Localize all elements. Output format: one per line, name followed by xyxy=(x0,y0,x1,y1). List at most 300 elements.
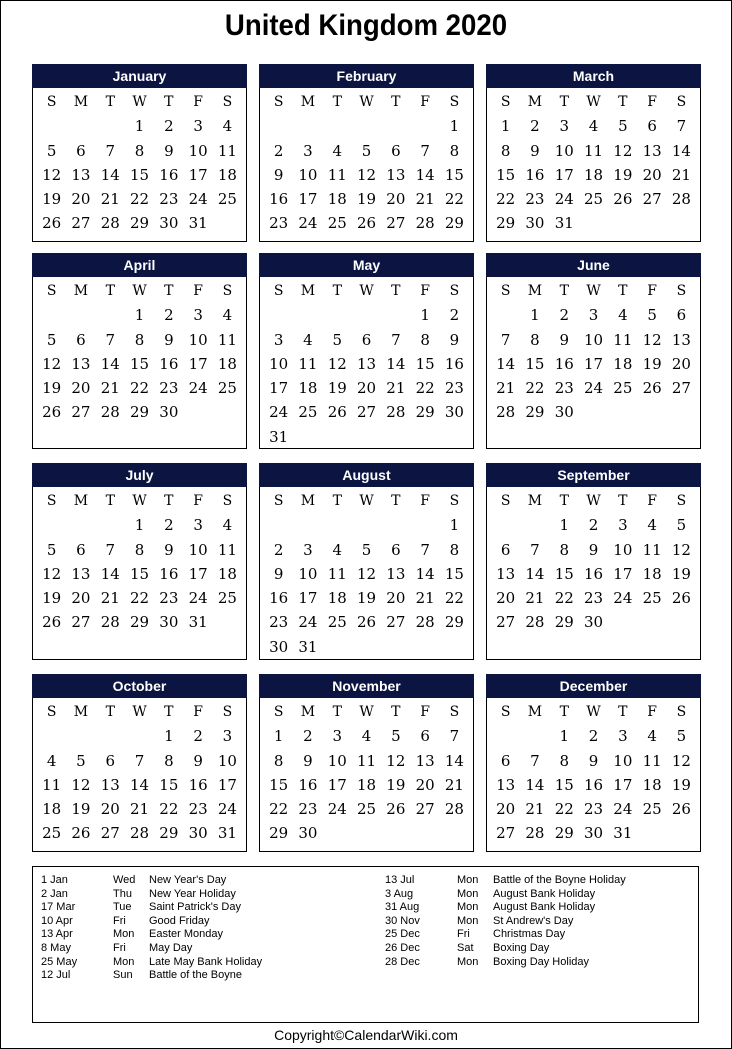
weekday-label: S xyxy=(676,493,687,509)
empty-day xyxy=(520,724,549,748)
day-cell: 18 xyxy=(217,354,237,373)
weekday-label: S xyxy=(46,493,57,509)
empty-day xyxy=(66,513,95,537)
day-cell: 26 xyxy=(671,589,691,608)
day-cell: 5 xyxy=(361,141,372,160)
day-cell: 1 xyxy=(559,727,570,746)
day-cell: 26 xyxy=(356,214,377,233)
day-cell: 20 xyxy=(356,379,377,398)
day-cell: 15 xyxy=(554,775,574,794)
day-cell: 28 xyxy=(415,214,435,233)
day-cell: 5 xyxy=(46,330,57,349)
day-cell: 19 xyxy=(386,775,406,794)
holiday-date: 13 Apr xyxy=(41,928,73,941)
empty-day xyxy=(410,114,439,138)
day-cell: 16 xyxy=(554,354,574,373)
day-cell: 21 xyxy=(100,190,120,209)
day-cell: 16 xyxy=(444,354,464,373)
copyright-text: Copyright©CalendarWiki.com xyxy=(274,1027,458,1043)
day-cell: 15 xyxy=(269,775,289,794)
weekday-label: T xyxy=(164,94,174,110)
month-header: November xyxy=(259,674,474,698)
page-title: United Kingdom 2020 xyxy=(224,9,508,42)
day-cell: 18 xyxy=(42,800,62,819)
day-cell: 8 xyxy=(449,141,460,160)
holiday-name: St Andrew's Day xyxy=(493,914,574,927)
day-cell: 15 xyxy=(444,564,464,583)
weekday-label: T xyxy=(391,704,401,720)
day-cell: 18 xyxy=(583,165,604,184)
day-cell: 26 xyxy=(613,190,633,209)
day-cell: 6 xyxy=(500,540,511,559)
day-cell: 22 xyxy=(525,379,545,398)
day-cell: 8 xyxy=(134,540,145,559)
holiday-weekday: Mon xyxy=(457,955,479,968)
day-cell: 2 xyxy=(273,540,284,559)
empty-day xyxy=(96,114,125,138)
empty-day xyxy=(264,513,293,537)
day-cell: 1 xyxy=(164,727,174,746)
day-cell: 15 xyxy=(554,564,574,583)
weekday-label: T xyxy=(618,493,628,509)
day-cell: 29 xyxy=(129,214,150,233)
weekday-label: M xyxy=(73,704,89,720)
day-cell: 13 xyxy=(642,141,662,160)
weekday-label: W xyxy=(586,704,601,720)
day-cell: 13 xyxy=(496,564,516,583)
holiday-date: 8 May xyxy=(41,941,71,954)
holiday-list xyxy=(32,866,699,1023)
day-cell: 19 xyxy=(642,354,662,373)
weekday-label: S xyxy=(273,493,284,509)
holiday-name: August Bank Holiday xyxy=(493,901,596,914)
day-cell: 6 xyxy=(391,141,401,160)
day-cell: 6 xyxy=(76,540,86,559)
day-cell: 14 xyxy=(100,354,120,373)
day-grid xyxy=(37,700,246,846)
day-cell: 30 xyxy=(159,214,179,233)
day-cell: 7 xyxy=(449,727,460,746)
month-header: August xyxy=(259,463,474,487)
weekday-label: S xyxy=(46,283,57,299)
weekday-label: T xyxy=(559,94,569,110)
holiday-name: August Bank Holiday xyxy=(493,887,596,900)
day-cell: 11 xyxy=(42,775,62,794)
holiday-weekday: Mon xyxy=(457,874,479,886)
day-cell: 27 xyxy=(71,613,91,632)
day-cell: 1 xyxy=(134,117,145,136)
day-cell: 10 xyxy=(613,751,633,770)
weekday-label: S xyxy=(273,704,284,720)
holiday-row xyxy=(385,915,695,929)
day-grid xyxy=(264,489,473,659)
empty-day xyxy=(323,114,352,138)
month-header: June xyxy=(486,253,701,277)
month-february xyxy=(259,64,474,242)
day-grid xyxy=(264,279,473,449)
day-cell: 24 xyxy=(327,800,347,819)
day-cell: 13 xyxy=(415,751,435,770)
day-cell: 7 xyxy=(420,141,430,160)
weekday-label: T xyxy=(391,283,401,299)
day-cell: 11 xyxy=(583,141,604,160)
day-cell: 16 xyxy=(269,190,289,209)
day-cell: 2 xyxy=(559,306,570,325)
day-cell: 23 xyxy=(583,800,604,819)
day-grid xyxy=(491,279,700,425)
day-cell: 25 xyxy=(583,190,604,209)
month-header: April xyxy=(32,253,247,277)
day-cell: 9 xyxy=(273,165,284,184)
holiday-weekday: Mon xyxy=(113,955,135,968)
weekday-label: T xyxy=(618,704,628,720)
day-cell: 25 xyxy=(217,589,237,608)
day-cell: 1 xyxy=(273,727,284,746)
weekday-label: S xyxy=(449,493,460,509)
day-cell: 4 xyxy=(361,727,372,746)
holiday-weekday: Wed xyxy=(113,874,136,886)
day-cell: 9 xyxy=(193,751,203,770)
month-november xyxy=(259,674,474,852)
day-cell: 20 xyxy=(386,589,406,608)
month-header: September xyxy=(486,463,701,487)
day-cell: 15 xyxy=(129,564,150,583)
day-cell: 10 xyxy=(188,330,208,349)
holiday-date: 17 Mar xyxy=(41,901,76,914)
day-cell: 1 xyxy=(449,117,460,136)
holiday-name: Good Friday xyxy=(149,914,210,927)
day-cell: 29 xyxy=(525,403,545,422)
day-cell: 15 xyxy=(444,165,464,184)
day-cell: 26 xyxy=(71,824,91,843)
weekday-label: W xyxy=(132,493,147,509)
day-cell: 25 xyxy=(327,214,347,233)
day-cell: 27 xyxy=(100,824,120,843)
empty-day xyxy=(125,724,154,748)
day-cell: 10 xyxy=(327,751,347,770)
weekday-label: M xyxy=(73,283,89,299)
month-header: March xyxy=(486,64,701,88)
day-cell: 22 xyxy=(269,800,289,819)
day-cell: 28 xyxy=(100,613,120,632)
day-cell: 14 xyxy=(671,141,691,160)
day-cell: 1 xyxy=(559,516,570,535)
weekday-label: F xyxy=(647,94,657,110)
day-cell: 10 xyxy=(188,540,208,559)
day-cell: 26 xyxy=(42,403,62,422)
weekday-label: F xyxy=(647,704,657,720)
day-cell: 11 xyxy=(642,540,662,559)
day-cell: 12 xyxy=(671,540,691,559)
weekday-label: T xyxy=(332,704,342,720)
day-cell: 6 xyxy=(391,540,401,559)
weekday-label: S xyxy=(500,493,511,509)
holiday-weekday: Thu xyxy=(113,887,132,900)
day-cell: 29 xyxy=(159,824,179,843)
day-grid xyxy=(491,90,700,236)
day-cell: 10 xyxy=(217,751,237,770)
day-cell: 10 xyxy=(554,141,574,160)
holiday-name: Boxing Day xyxy=(493,941,550,954)
day-cell: 17 xyxy=(583,354,604,373)
empty-day xyxy=(381,303,410,327)
day-cell: 19 xyxy=(356,589,377,608)
weekday-label: W xyxy=(132,283,147,299)
day-cell: 4 xyxy=(618,306,628,325)
day-cell: 13 xyxy=(100,775,120,794)
day-cell: 21 xyxy=(525,800,545,819)
day-cell: 26 xyxy=(42,214,62,233)
weekday-label: T xyxy=(559,493,569,509)
month-header: January xyxy=(32,64,247,88)
weekday-label: F xyxy=(647,493,657,509)
day-cell: 16 xyxy=(298,775,318,794)
empty-day xyxy=(96,303,125,327)
holiday-weekday: Mon xyxy=(113,928,135,941)
day-cell: 28 xyxy=(525,613,545,632)
day-cell: 23 xyxy=(269,214,289,233)
month-october xyxy=(32,674,247,852)
day-cell: 19 xyxy=(671,775,691,794)
day-cell: 3 xyxy=(303,540,313,559)
day-cell: 16 xyxy=(159,165,179,184)
weekday-label: S xyxy=(676,283,687,299)
day-cell: 27 xyxy=(496,824,516,843)
empty-day xyxy=(293,513,322,537)
day-cell: 24 xyxy=(583,379,604,398)
month-march xyxy=(486,64,701,242)
holiday-row xyxy=(41,956,371,970)
weekday-label: T xyxy=(105,283,115,299)
holiday-weekday: Tue xyxy=(113,901,132,914)
weekday-label: T xyxy=(164,704,174,720)
day-cell: 23 xyxy=(159,379,179,398)
day-cell: 11 xyxy=(642,751,662,770)
day-grid xyxy=(264,90,473,236)
holiday-name: New Year Holiday xyxy=(149,887,236,900)
day-cell: 5 xyxy=(361,540,372,559)
day-cell: 9 xyxy=(588,751,599,770)
day-cell: 27 xyxy=(71,403,91,422)
day-cell: 9 xyxy=(588,540,599,559)
day-cell: 1 xyxy=(134,516,145,535)
holiday-weekday: Mon xyxy=(457,914,479,927)
day-cell: 11 xyxy=(217,141,237,160)
day-cell: 4 xyxy=(332,141,343,160)
day-cell: 16 xyxy=(159,564,179,583)
day-cell: 17 xyxy=(269,379,289,398)
day-cell: 11 xyxy=(217,540,237,559)
day-cell: 31 xyxy=(298,637,318,656)
empty-day xyxy=(491,303,520,327)
day-cell: 29 xyxy=(444,214,464,233)
day-cell: 30 xyxy=(525,214,545,233)
day-cell: 11 xyxy=(217,330,237,349)
day-cell: 17 xyxy=(298,589,318,608)
day-cell: 20 xyxy=(71,190,91,209)
weekday-label: T xyxy=(164,283,174,299)
day-cell: 3 xyxy=(303,141,313,160)
day-cell: 10 xyxy=(298,165,318,184)
day-cell: 18 xyxy=(298,379,318,398)
day-cell: 19 xyxy=(71,800,91,819)
day-cell: 26 xyxy=(642,379,662,398)
day-cell: 31 xyxy=(188,214,208,233)
weekday-label: T xyxy=(618,283,628,299)
day-cell: 14 xyxy=(496,354,516,373)
weekday-label: S xyxy=(500,94,511,110)
weekday-label: W xyxy=(586,283,601,299)
day-cell: 25 xyxy=(613,379,633,398)
day-cell: 28 xyxy=(496,403,516,422)
weekday-label: M xyxy=(300,94,316,110)
holiday-weekday: Sat xyxy=(457,941,474,954)
day-cell: 22 xyxy=(159,800,179,819)
weekday-label: M xyxy=(527,94,543,110)
day-cell: 7 xyxy=(391,330,401,349)
holiday-weekday: Sun xyxy=(113,969,133,982)
day-cell: 20 xyxy=(496,800,516,819)
day-cell: 29 xyxy=(129,403,150,422)
holiday-row xyxy=(385,942,695,956)
day-cell: 29 xyxy=(129,613,150,632)
day-cell: 5 xyxy=(647,306,657,325)
day-cell: 22 xyxy=(415,379,435,398)
month-january xyxy=(32,64,247,242)
day-cell: 16 xyxy=(159,354,179,373)
day-cell: 5 xyxy=(46,141,57,160)
day-cell: 17 xyxy=(298,190,318,209)
day-cell: 17 xyxy=(188,165,208,184)
day-cell: 14 xyxy=(415,564,435,583)
weekday-label: T xyxy=(559,283,569,299)
month-september xyxy=(486,463,701,660)
weekday-label: T xyxy=(105,94,115,110)
day-cell: 9 xyxy=(273,564,284,583)
holiday-name: Christmas Day xyxy=(493,928,566,941)
day-cell: 23 xyxy=(554,379,574,398)
empty-day xyxy=(264,114,293,138)
weekday-label: M xyxy=(527,704,543,720)
day-cell: 27 xyxy=(415,800,435,819)
day-cell: 16 xyxy=(188,775,208,794)
day-cell: 11 xyxy=(298,354,318,373)
day-cell: 24 xyxy=(188,379,208,398)
day-cell: 15 xyxy=(159,775,179,794)
weekday-label: F xyxy=(193,704,203,720)
day-cell: 4 xyxy=(588,117,599,136)
day-grid xyxy=(264,700,473,846)
empty-day xyxy=(491,513,520,537)
day-cell: 13 xyxy=(496,775,516,794)
day-cell: 2 xyxy=(449,306,460,325)
empty-day xyxy=(381,114,410,138)
weekday-label: F xyxy=(193,283,203,299)
day-cell: 30 xyxy=(444,403,464,422)
weekday-label: F xyxy=(420,704,430,720)
day-cell: 15 xyxy=(496,165,516,184)
day-cell: 3 xyxy=(559,117,570,136)
day-cell: 2 xyxy=(588,727,599,746)
day-cell: 19 xyxy=(613,165,633,184)
day-cell: 28 xyxy=(100,403,120,422)
empty-day xyxy=(37,114,66,138)
day-cell: 1 xyxy=(449,516,460,535)
day-cell: 17 xyxy=(613,775,633,794)
day-cell: 4 xyxy=(303,330,313,349)
weekday-label: W xyxy=(586,493,601,509)
day-cell: 6 xyxy=(361,330,372,349)
day-cell: 12 xyxy=(42,564,62,583)
day-cell: 26 xyxy=(327,403,347,422)
day-cell: 20 xyxy=(415,775,435,794)
holiday-weekday: Mon xyxy=(457,901,479,914)
day-cell: 7 xyxy=(105,540,116,559)
day-cell: 1 xyxy=(420,306,430,325)
day-cell: 28 xyxy=(671,190,691,209)
day-cell: 3 xyxy=(618,516,628,535)
day-cell: 3 xyxy=(193,306,203,325)
day-cell: 19 xyxy=(671,564,691,583)
day-cell: 24 xyxy=(554,190,574,209)
day-cell: 6 xyxy=(647,117,657,136)
holiday-name: Saint Patrick's Day xyxy=(149,901,241,914)
day-cell: 1 xyxy=(530,306,540,325)
day-cell: 4 xyxy=(222,306,233,325)
day-cell: 7 xyxy=(134,751,145,770)
weekday-label: M xyxy=(73,493,89,509)
weekday-label: F xyxy=(420,493,430,509)
holiday-weekday: Fri xyxy=(113,914,126,927)
day-cell: 3 xyxy=(222,727,233,746)
day-cell: 8 xyxy=(164,751,174,770)
day-cell: 10 xyxy=(188,141,208,160)
day-cell: 14 xyxy=(129,775,150,794)
day-cell: 16 xyxy=(269,589,289,608)
day-cell: 2 xyxy=(273,141,284,160)
day-cell: 24 xyxy=(217,800,237,819)
weekday-label: M xyxy=(527,283,543,299)
holiday-row xyxy=(385,901,695,915)
day-cell: 13 xyxy=(71,165,91,184)
day-cell: 7 xyxy=(676,117,687,136)
weekday-label: S xyxy=(676,94,687,110)
weekday-label: S xyxy=(273,94,284,110)
weekday-label: S xyxy=(676,704,687,720)
day-cell: 27 xyxy=(642,190,662,209)
day-cell: 8 xyxy=(500,141,511,160)
day-cell: 23 xyxy=(188,800,208,819)
day-cell: 30 xyxy=(583,613,604,632)
day-cell: 15 xyxy=(415,354,435,373)
empty-day xyxy=(66,303,95,327)
day-cell: 29 xyxy=(554,613,574,632)
day-cell: 11 xyxy=(356,751,377,770)
day-cell: 19 xyxy=(42,190,62,209)
day-cell: 12 xyxy=(327,354,347,373)
day-cell: 16 xyxy=(525,165,545,184)
empty-day xyxy=(37,303,66,327)
day-cell: 23 xyxy=(298,800,318,819)
weekday-label: W xyxy=(132,704,147,720)
day-cell: 5 xyxy=(676,516,687,535)
day-cell: 28 xyxy=(444,800,464,819)
day-cell: 25 xyxy=(42,824,62,843)
day-cell: 2 xyxy=(530,117,540,136)
day-cell: 20 xyxy=(386,190,406,209)
day-cell: 21 xyxy=(386,379,406,398)
day-cell: 26 xyxy=(356,613,377,632)
